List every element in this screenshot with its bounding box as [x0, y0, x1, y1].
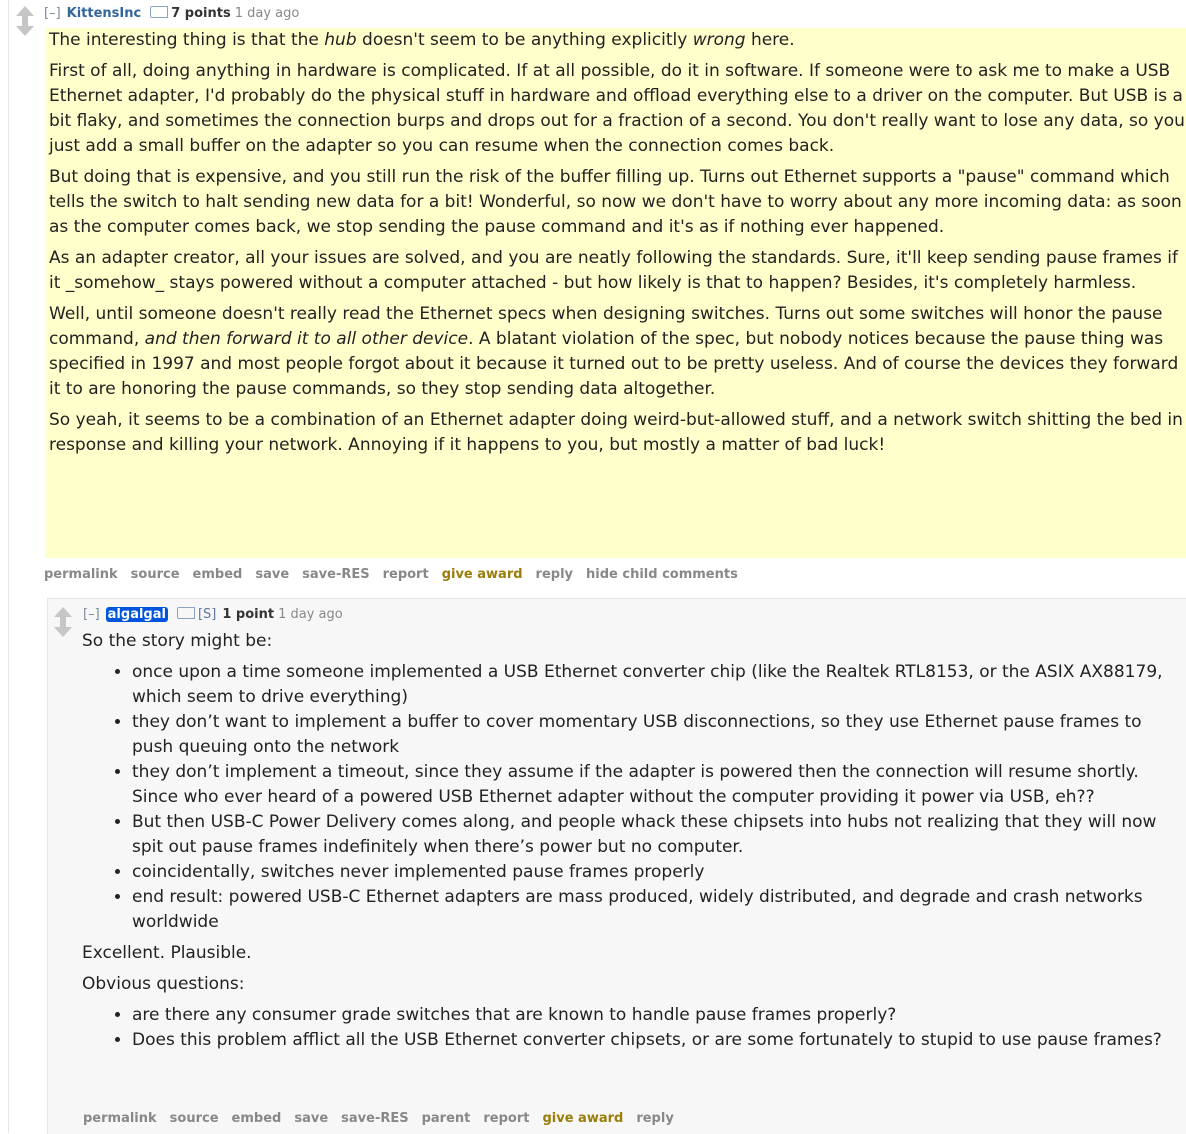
- paragraph: [49, 28, 1186, 53]
- permalink-button[interactable]: permalink: [83, 1111, 157, 1126]
- emphasis-text: hub: [324, 30, 357, 50]
- list-item: • they don’t implement a timeout, since they assume if the adapter is powered then the connection will resume shortly. Since who ever heard of a powered USB Ethernet adapter without the computer providing it power via USB, eh??: [132, 760, 1177, 810]
- comment-algalgal: [47, 598, 1186, 1134]
- source-button[interactable]: source: [169, 1111, 219, 1126]
- score: 7 points: [171, 6, 231, 21]
- reply-button[interactable]: reply: [636, 1111, 674, 1126]
- comment-actions: [83, 1111, 687, 1126]
- list-item: • they don’t want to implement a buffer to cover momentary USB disconnections, so they use Ethernet pause frames to push queuing onto the network: [132, 710, 1177, 760]
- author-link[interactable]: algalgal: [107, 607, 166, 622]
- comment-actions: [44, 567, 751, 582]
- report-button[interactable]: report: [483, 1111, 530, 1126]
- list-item: • Does this problem afflict all the USB Ethernet converter chipsets, or are some fortunately to stupid to use pause frames?: [132, 1028, 1177, 1053]
- score: 1 point: [222, 607, 275, 622]
- story-list: [82, 660, 1177, 935]
- list-item: • coincidentally, switches never implemented pause frames properly: [132, 860, 1177, 885]
- paragraph: Obvious questions:: [82, 974, 245, 994]
- paragraph: [49, 59, 1186, 159]
- comment-body: [82, 629, 1177, 1059]
- vote-arrows: [53, 607, 73, 637]
- comment-body: [45, 28, 1186, 558]
- text-run: But doing that is expensive, and you still run the risk of the buffer filling up. Turns out Ethernet supports a "pause" command which tells the switch to halt sending new data for a bit! Wonderful, so now we don't have to worry about any more incoming data: as soon as the computer comes back, we stop sending the pause command and it's as if nothing ever happened.: [49, 167, 1182, 237]
- report-button[interactable]: report: [382, 567, 429, 582]
- paragraph: [49, 302, 1186, 402]
- reply-button[interactable]: reply: [535, 567, 574, 582]
- upvote-arrow-icon[interactable]: [54, 607, 72, 617]
- text-run: So yeah, it seems to be a combination of an Ethernet adapter doing weird-but-allowed stuff, and a network switch shitting the bed in response and killing your network. Annoying if it happens to you, but mostly a matter of bad luck!: [49, 410, 1183, 455]
- save-res-button[interactable]: save-RES: [341, 1111, 409, 1126]
- give-award-button[interactable]: give award: [441, 567, 523, 582]
- collapse-toggle[interactable]: [–]: [83, 607, 100, 622]
- save-button[interactable]: save: [255, 567, 290, 582]
- parent-button[interactable]: parent: [421, 1111, 471, 1126]
- downvote-arrow-icon[interactable]: [16, 26, 34, 36]
- save-res-button[interactable]: save-RES: [302, 567, 370, 582]
- list-item: • end result: powered USB-C Ethernet adapters are mass produced, widely distributed, and degrade and crash networks worldwide: [132, 885, 1177, 935]
- embed-button[interactable]: embed: [192, 567, 243, 582]
- hide-child-comments-button[interactable]: hide child comments: [586, 567, 738, 582]
- paragraph: So the story might be:: [82, 631, 273, 651]
- comment-kittensinc: [10, 0, 1186, 590]
- user-tag-icon[interactable]: [150, 6, 168, 18]
- embed-button[interactable]: embed: [231, 1111, 282, 1126]
- user-tag-icon[interactable]: [177, 607, 195, 619]
- text-run: here.: [745, 30, 795, 50]
- permalink-button[interactable]: permalink: [44, 567, 118, 582]
- downvote-arrow-icon[interactable]: [54, 627, 72, 637]
- paragraph: [49, 165, 1186, 240]
- comment-tagline: [44, 5, 299, 21]
- text-run: doesn't seem to be anything explicitly: [356, 30, 693, 50]
- submitter-flag: [S]: [197, 607, 217, 622]
- give-award-button[interactable]: give award: [542, 1111, 624, 1126]
- list-item: • once upon a time someone implemented a USB Ethernet converter chip (like the Realtek RTL8153, or the ASIX AX88179, which seem to drive everything): [132, 660, 1177, 710]
- vote-arrows: [15, 6, 35, 36]
- comment-tagline: [83, 606, 343, 622]
- text-run: Well, until someone doesn't really read the Ethernet specs when designing switches. Turns out some switches will honor the pause command,: [49, 304, 1163, 349]
- save-button[interactable]: save: [294, 1111, 329, 1126]
- emphasis-text: and then forward it to all other device: [144, 329, 469, 349]
- upvote-arrow-icon[interactable]: [16, 6, 34, 16]
- text-run: As an adapter creator, all your issues are solved, and you are neatly following the standards. Sure, it'll keep sending pause frames if it _somehow_ stays powered without a computer attached - but how likely is that to happen? Besides, it's completely harmless.: [49, 248, 1178, 293]
- paragraph: Excellent. Plausible.: [82, 943, 252, 963]
- source-button[interactable]: source: [130, 567, 180, 582]
- author-link[interactable]: KittensInc: [66, 6, 142, 21]
- list-item: • are there any consumer grade switches that are known to handle pause frames properly?: [132, 1003, 1177, 1028]
- text-run: . A blatant violation of the spec, but nobody notices because the pause thing was specified in 1997 and most people forgot about it because it turned out to be pretty useless. And of course the devices they forward it to are honoring the pause commands, so they stop sending data altogether.: [49, 329, 1179, 399]
- text-run: The interesting thing is that the: [49, 30, 325, 50]
- timestamp: 1 day ago: [234, 6, 300, 21]
- paragraph: [49, 246, 1186, 296]
- questions-list: [82, 1003, 1177, 1053]
- thread-line: [8, 0, 9, 1133]
- text-run: First of all, doing anything in hardware is complicated. If at all possible, do it in software. If someone were to ask me to make a USB Ethernet adapter, I'd probably do the physical stuff in hardware and offload everything else to a driver on the computer. But USB is a bit flaky, and sometimes the connection burps and drops out for a fraction of a second. You don't really want to lose any data, so you just add a small buffer on the adapter so you can resume when the connection comes back.: [49, 61, 1185, 156]
- paragraph: [49, 408, 1186, 458]
- list-item: • But then USB-C Power Delivery comes along, and people whack these chipsets into hubs not realizing that they will now spit out pause frames indefinitely when there’s power but no computer.: [132, 810, 1177, 860]
- emphasis-text: wrong: [692, 30, 746, 50]
- timestamp: 1 day ago: [278, 607, 343, 622]
- collapse-toggle[interactable]: [–]: [44, 6, 61, 21]
